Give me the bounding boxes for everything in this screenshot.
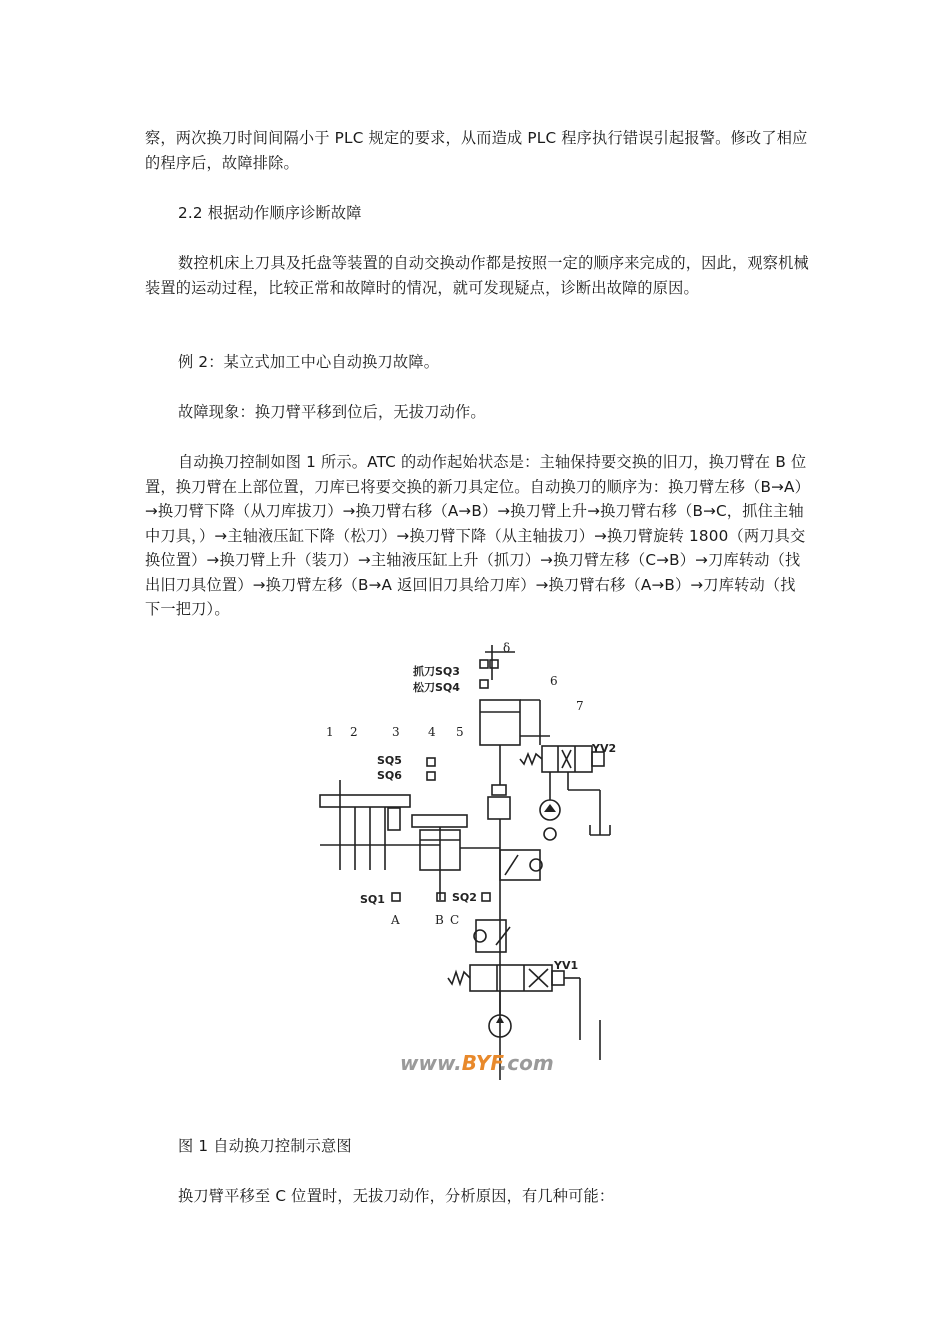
- label-sq5: SQ5: [377, 754, 402, 767]
- label-yv1: YV1: [554, 959, 579, 972]
- label-sq3: 抓刀SQ3: [413, 665, 460, 678]
- label-delta: δ: [503, 641, 511, 655]
- paragraph-analysis: 换刀臂平移至 C 位置时，无拔刀动作，分析原因，有几种可能：: [178, 1187, 615, 1205]
- paragraph-example: 例 2：某立式加工中心自动换刀故障。: [178, 353, 440, 371]
- label-2: 2: [350, 725, 358, 739]
- label-sq1: SQ1: [360, 893, 385, 906]
- watermark: www.BYF.com: [400, 1051, 554, 1075]
- figure-caption: 图 1 自动换刀控制示意图: [178, 1137, 352, 1155]
- label-1: 1: [326, 725, 334, 739]
- paragraph-intro: 数控机床上刀具及托盘等装置的自动交换动作都是按照一定的顺序来完成的，因此，观察机械装置的运动过程，比较正常和故障时的情况，就可发现疑点，诊断出故障的原因。: [145, 254, 809, 297]
- section-heading: 2.2 根据动作顺序诊断故障: [178, 204, 362, 222]
- label-sq6: SQ6: [377, 769, 402, 782]
- label-yv2: YV2: [592, 742, 617, 755]
- label-sq2: SQ2: [452, 891, 477, 904]
- label-6: 6: [550, 674, 558, 688]
- atc-schematic: [300, 640, 640, 1080]
- label-3: 3: [392, 725, 400, 739]
- label-7: 7: [576, 699, 584, 713]
- label-4: 4: [428, 725, 436, 739]
- paragraph-continuation: 察，两次换刀时间间隔小于 PLC 规定的要求，从而造成 PLC 程序执行错误引起报警。修改了相应的程序后，故障排除。: [145, 129, 808, 172]
- paragraph-symptom: 故障现象：换刀臂平移到位后，无拔刀动作。: [178, 403, 486, 421]
- figure-atc-diagram: [300, 640, 640, 1080]
- label-5: 5: [456, 725, 464, 739]
- label-b: B: [435, 913, 444, 927]
- paragraph-sequence: 自动换刀控制如图 1 所示。ATC 的动作起始状态是：主轴保持要交换的旧刀，换刀臂在 B 位置，换刀臂在上部位置，刀库已将要交换的新刀具定位。自动换刀的顺序为：换刀臂左移（B→A）→换刀臂下降（从刀库拔刀）→换刀臂右移（A→B）→换刀臂上升→换刀臂右移（B→C，抓住主轴中刀具，）→主轴液压缸下降（松刀）→换刀臂下降（从主轴拔刀）→换刀臂旋转 1800（两刀具交换位置）→换刀臂上升（装刀）→主轴液压缸上升（抓刀）→换刀臂左移（C→B）→刀库转动（找出旧刀具位置）→换刀臂左移（B→A 返回旧刀具给刀库）→换刀臂右移（A→B）→刀库转动（找下一把刀）。: [145, 453, 807, 618]
- label-a: A: [391, 913, 400, 927]
- label-sq4: 松刀SQ4: [413, 681, 460, 694]
- label-c: C: [450, 913, 460, 927]
